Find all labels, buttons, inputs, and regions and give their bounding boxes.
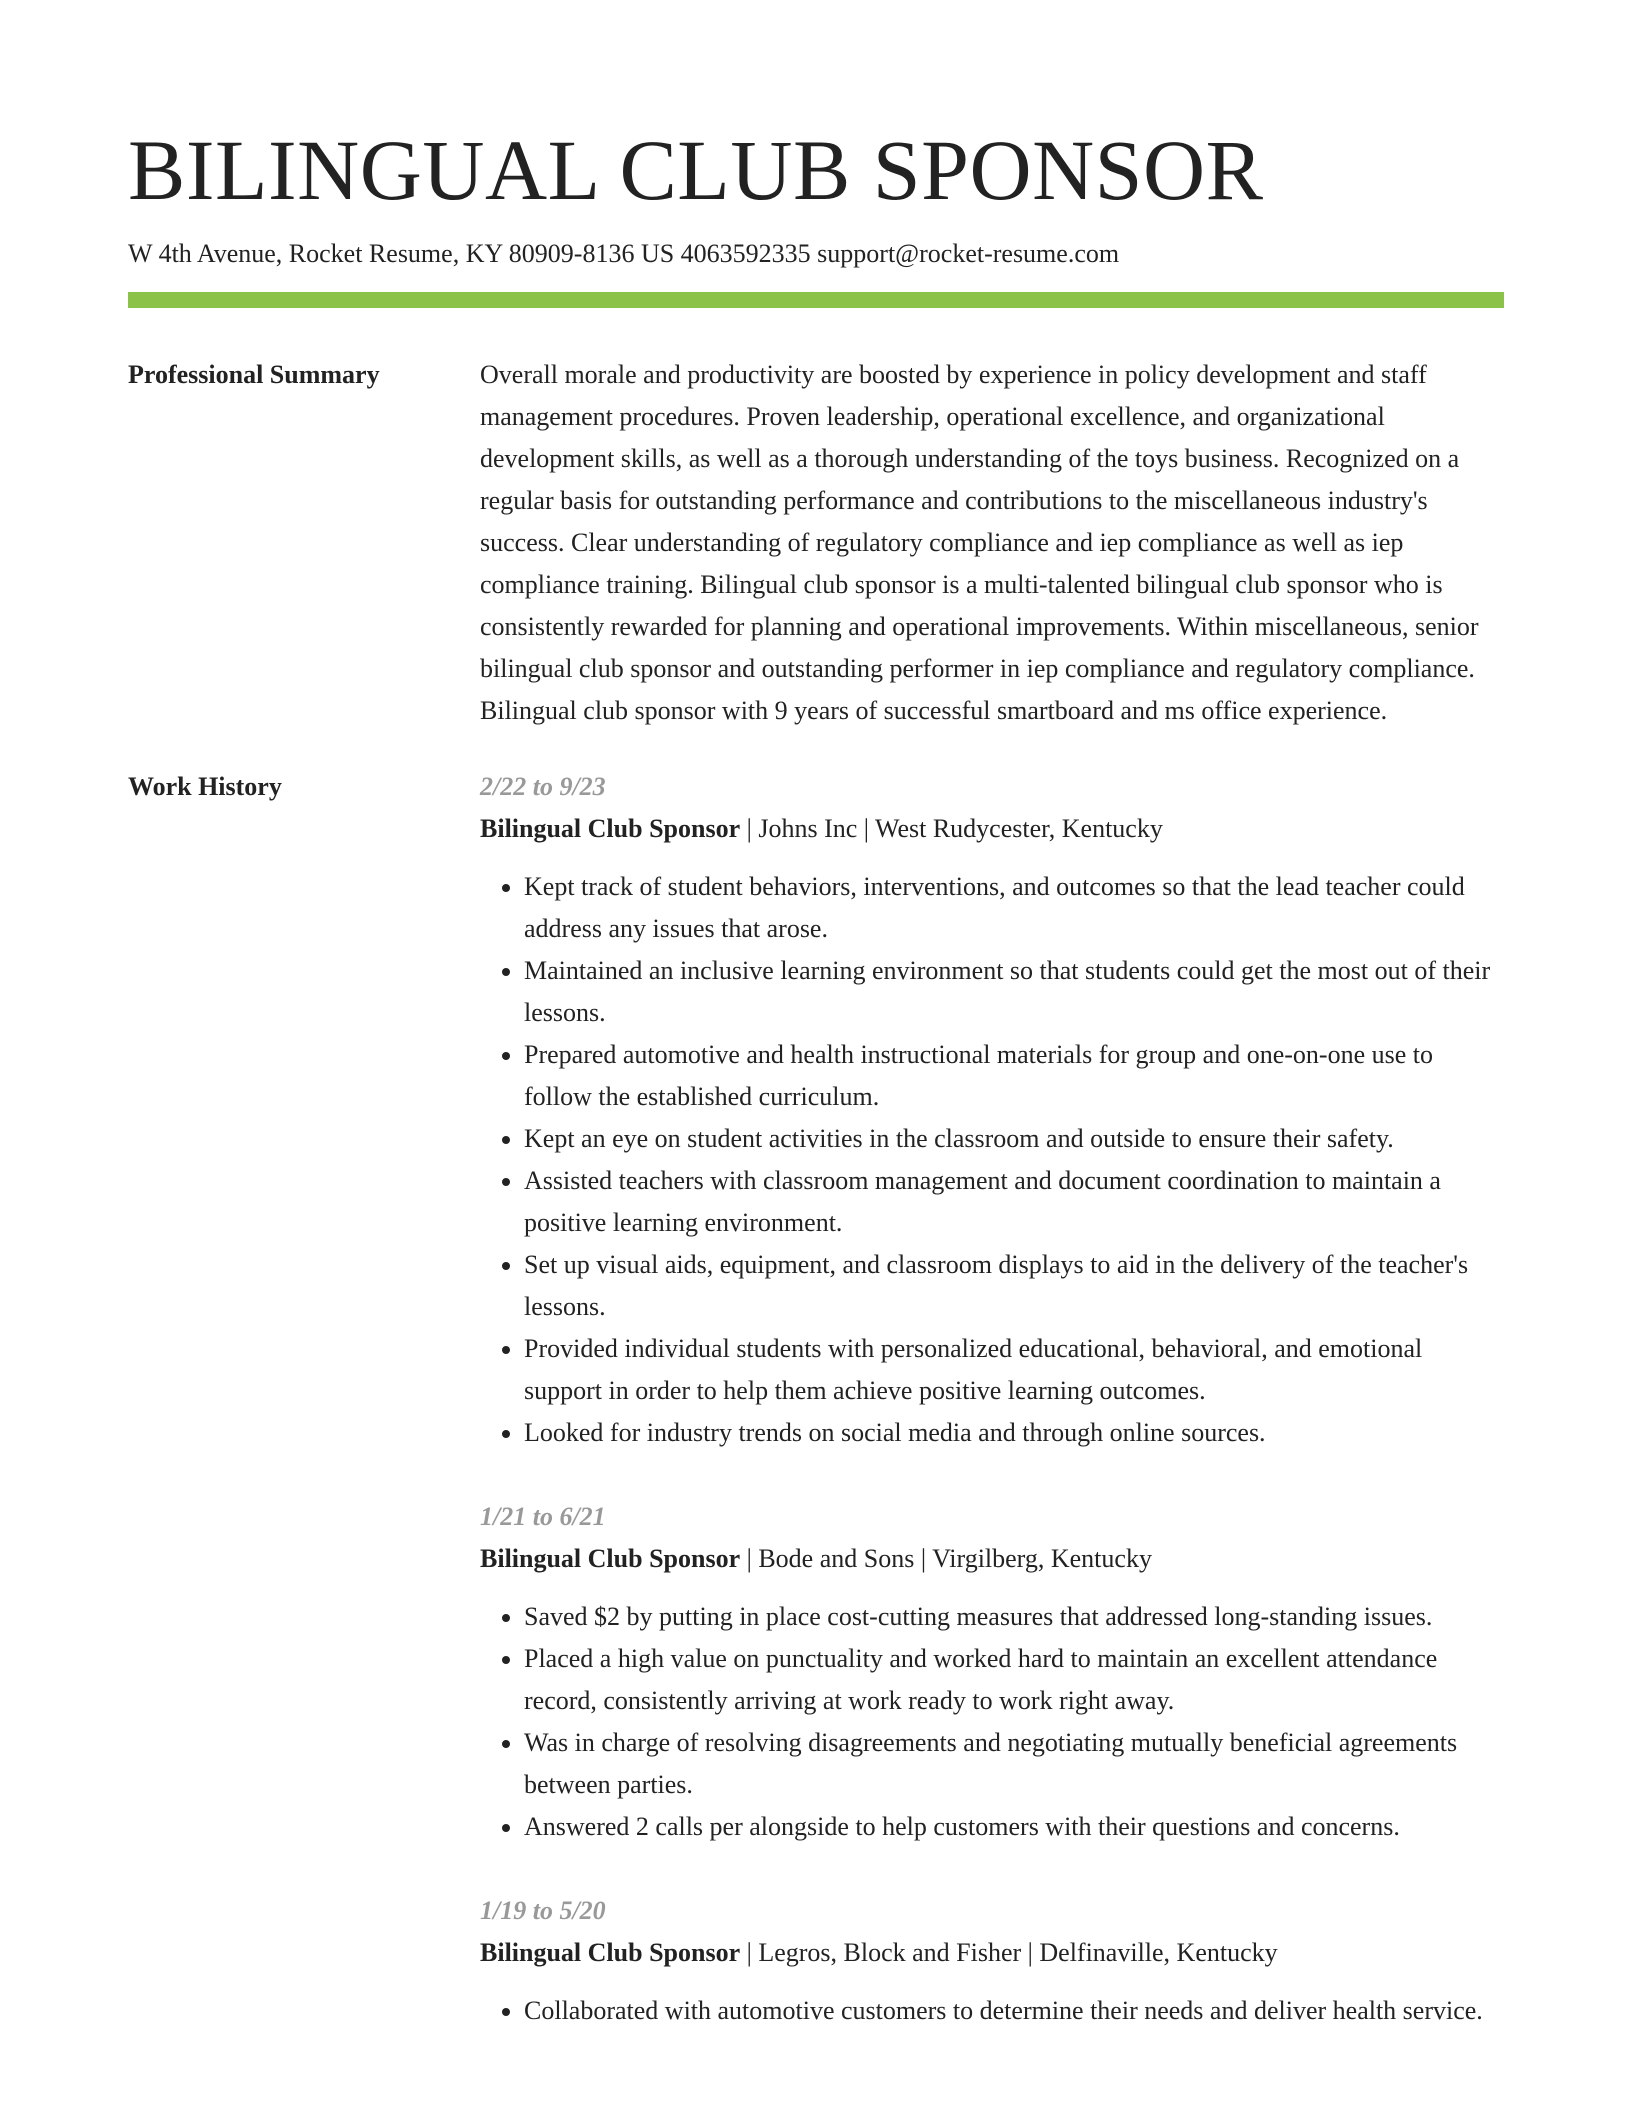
list-item: • Answered 2 calls per alongside to help customers with their questions and concerns. [524, 1806, 1504, 1848]
job-bullets [480, 1990, 1504, 2032]
list-item: • Assisted teachers with classroom management and document coordination to maintain a positive learning environment. [524, 1160, 1504, 1244]
job-entry [480, 1496, 1504, 1848]
list-item: • Looked for industry trends on social media and through online sources. [524, 1412, 1504, 1454]
list-item: • Maintained an inclusive learning environment so that students could get the most out of their lessons. [524, 950, 1504, 1034]
list-item: • Was in charge of resolving disagreements and negotiating mutually beneficial agreements between parties. [524, 1722, 1504, 1806]
list-item: • Kept track of student behaviors, interventions, and outcomes so that the lead teacher could address any issues that arose. [524, 866, 1504, 950]
work-history-heading: Work History [128, 772, 282, 801]
job-title-line [480, 1538, 1504, 1580]
list-item: • Set up visual aids, equipment, and classroom displays to aid in the delivery of the teacher's lessons. [524, 1244, 1504, 1328]
list-item: • Prepared automotive and health instructional materials for group and one-on-one use to follow the established curriculum. [524, 1034, 1504, 1118]
job-role: Bilingual Club Sponsor [480, 814, 741, 843]
job-dates: 1/19 to 5/20 [480, 1896, 606, 1925]
job-bullets [480, 1596, 1504, 1848]
work-history-section [128, 766, 1504, 2074]
list-item: • Placed a high value on punctuality and worked hard to maintain an excellent attendance record, consistently arriving at work ready to work right away. [524, 1638, 1504, 1722]
summary-heading: Professional Summary [128, 360, 380, 389]
header-divider [128, 292, 1504, 308]
job-details: | Legros, Block and Fisher | Delfinaville, Kentucky [740, 1938, 1278, 1967]
list-item: • Kept an eye on student activities in the classroom and outside to ensure their safety. [524, 1118, 1504, 1160]
summary-section [128, 354, 1504, 732]
page-title: BILINGUAL CLUB SPONSOR [128, 122, 1264, 218]
job-title-line [480, 808, 1504, 850]
job-bullets [480, 866, 1504, 1454]
contact-info: W 4th Avenue, Rocket Resume, KY 80909-8136 US 4063592335 support@rocket-resume.com [128, 239, 1120, 268]
job-role: Bilingual Club Sponsor [480, 1544, 741, 1573]
job-role: Bilingual Club Sponsor [480, 1938, 741, 1967]
job-title-line [480, 1932, 1504, 1974]
list-item: • Saved $2 by putting in place cost-cutting measures that addressed long-standing issues. [524, 1596, 1504, 1638]
job-details: | Bode and Sons | Virgilberg, Kentucky [740, 1544, 1152, 1573]
list-item: • Provided individual students with personalized educational, behavioral, and emotional support in order to help them achieve positive learning outcomes. [524, 1328, 1504, 1412]
job-entry [480, 1890, 1504, 2032]
job-entry [480, 766, 1504, 1454]
list-item: • Collaborated with automotive customers to determine their needs and deliver health service. [524, 1990, 1504, 2032]
summary-text: Overall morale and productivity are boosted by experience in policy development and staff management procedures. Proven leadership, operational excellence, and organizational development skills, as well as a thorough understanding of the toys business. Recognized on a regular basis for outstanding performance and contributions to the miscellaneous industry's success. Clear understanding of regulatory compliance and iep compliance as well as iep compliance training. Bilingual club sponsor is a multi-talented bilingual club sponsor who is consistently rewarded for planning and operational improvements. Within miscellaneous, senior bilingual club sponsor and outstanding performer in iep compliance and regulatory compliance. Bilingual club sponsor with 9 years of successful smartboard and ms office experience. [480, 360, 1479, 725]
job-dates: 1/21 to 6/21 [480, 1502, 606, 1531]
job-details: | Johns Inc | West Rudycester, Kentucky [740, 814, 1163, 843]
job-dates: 2/22 to 9/23 [480, 772, 606, 801]
